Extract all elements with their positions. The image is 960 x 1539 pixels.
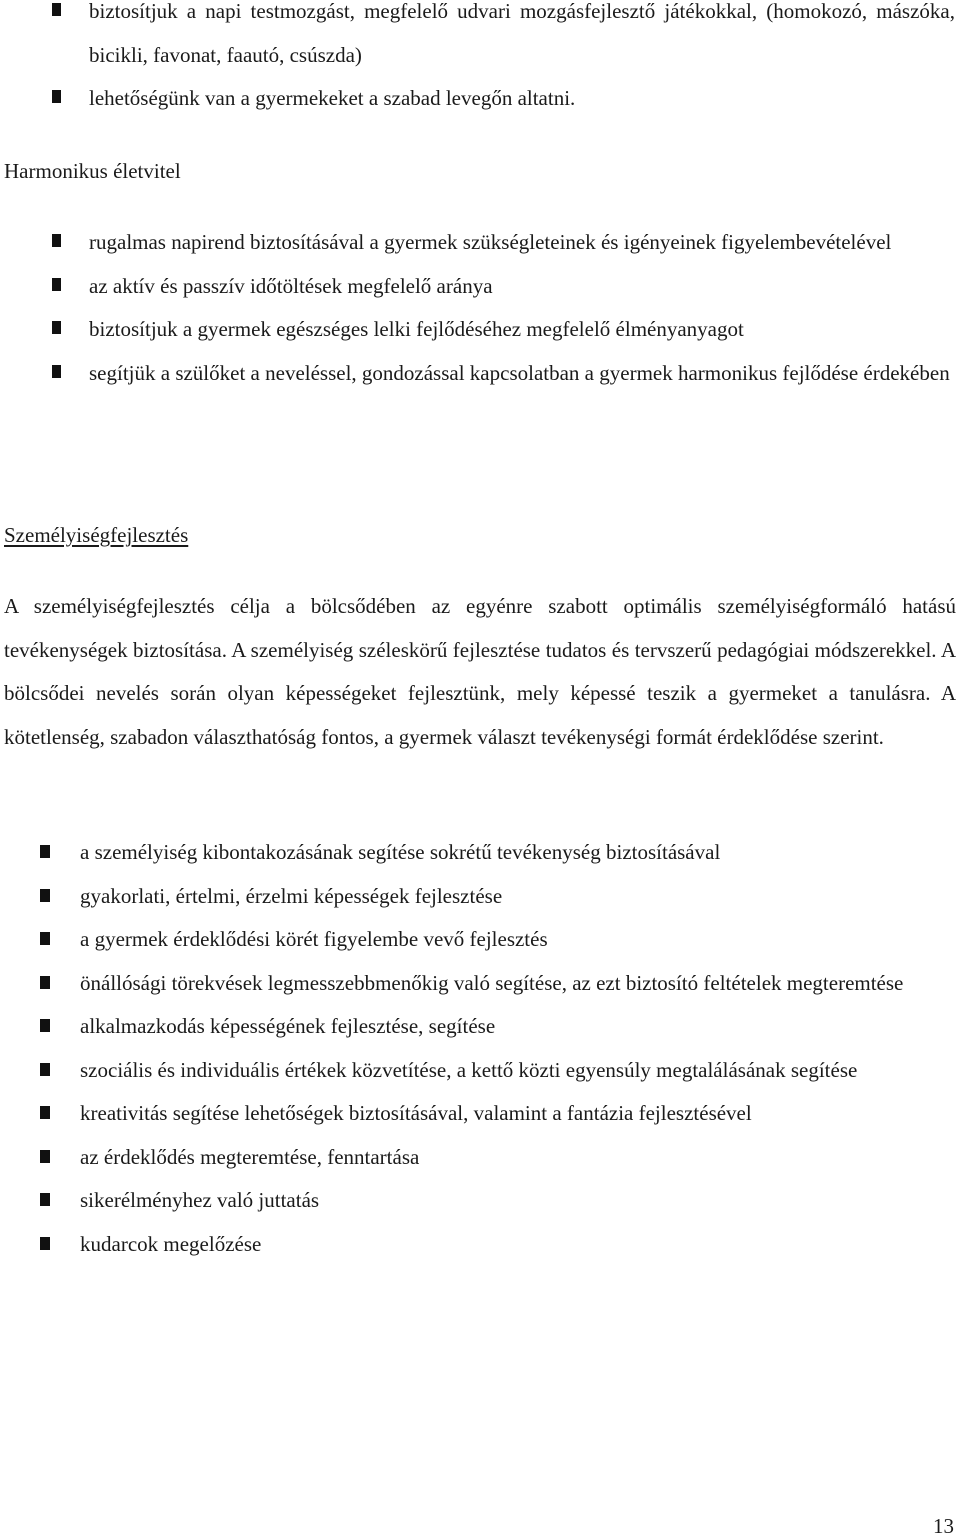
paragraph-szemelyiseg: A személyiségfejlesztés célja a bölcsődében az egyénre szabott optimális személyiségformáló hatású tevékenységek biztosítása. A személyiség széleskörű fejlesztése tudatos és tervszerű pedagógiai módszerekkel. A bölcsődei nevelés során olyan képességeket fejlesztünk, mely képessé teszik a gyermeket a tanulásra. A kötetlenség, szabadon választhatóság fontos, a gyermek választ tevékenységi formát érdeklődése szerint. xyxy=(4,594,956,749)
square-bullet-icon xyxy=(52,278,61,291)
square-bullet-icon xyxy=(40,1193,50,1206)
square-bullet-icon xyxy=(52,365,61,378)
bullet-list-harmonikus xyxy=(52,221,955,395)
bullet-list-szemelyiseg xyxy=(40,831,956,1266)
square-bullet-icon xyxy=(52,321,61,334)
bullet-list-top xyxy=(52,0,955,121)
list-item: lehetőségünk van a gyermekeket a szabad levegőn altatni. xyxy=(52,77,955,121)
list-item: kreativitás segítése lehetőségek biztosításával, valamint a fantázia fejlesztésével xyxy=(40,1092,956,1136)
square-bullet-icon xyxy=(40,1237,50,1250)
list-item: sikerélményhez való juttatás xyxy=(40,1179,956,1223)
list-item: gyakorlati, értelmi, érzelmi képességek fejlesztése xyxy=(40,875,956,919)
square-bullet-icon xyxy=(40,976,50,989)
list-item: biztosítjuk a napi testmozgást, megfelelő udvari mozgásfejlesztő játékokkal, (homokozó, mászóka, bicikli, favonat, faautó, csúszda) xyxy=(52,0,955,77)
list-item: kudarcok megelőzése xyxy=(40,1223,956,1267)
square-bullet-icon xyxy=(52,3,61,16)
list-item: szociális és individuális értékek közvetítése, a kettő közti egyensúly megtalálásának segítése xyxy=(40,1049,956,1093)
list-item: a személyiség kibontakozásának segítése sokrétű tevékenység biztosításával xyxy=(40,831,956,875)
list-item: segítjük a szülőket a neveléssel, gondozással kapcsolatban a gyermek harmonikus fejlődése érdekében xyxy=(52,352,955,396)
list-item: rugalmas napirend biztosításával a gyermek szükségleteinek és igényeinek figyelembevételével xyxy=(52,221,955,265)
section-heading-harmonikus: Harmonikus életvitel xyxy=(4,159,181,183)
section-heading-szemelyiseg: Személyiségfejlesztés xyxy=(4,523,189,547)
page-number: 13 xyxy=(933,1514,954,1538)
list-item: az aktív és passzív időtöltések megfelelő aránya xyxy=(52,265,955,309)
square-bullet-icon xyxy=(52,234,61,247)
square-bullet-icon xyxy=(40,845,50,858)
square-bullet-icon xyxy=(40,1019,50,1032)
list-item: a gyermek érdeklődési körét figyelembe vevő fejlesztés xyxy=(40,918,956,962)
square-bullet-icon xyxy=(40,1063,50,1076)
list-item: biztosítjuk a gyermek egészséges lelki fejlődéséhez megfelelő élményanyagot xyxy=(52,308,955,352)
square-bullet-icon xyxy=(40,889,50,902)
square-bullet-icon xyxy=(40,932,50,945)
list-item: alkalmazkodás képességének fejlesztése, segítése xyxy=(40,1005,956,1049)
square-bullet-icon xyxy=(40,1150,50,1163)
square-bullet-icon xyxy=(40,1106,50,1119)
list-item: az érdeklődés megteremtése, fenntartása xyxy=(40,1136,956,1180)
list-item: önállósági törekvések legmesszebbmenőkig való segítése, az ezt biztosító feltételek megteremtése xyxy=(40,962,956,1006)
square-bullet-icon xyxy=(52,90,61,103)
